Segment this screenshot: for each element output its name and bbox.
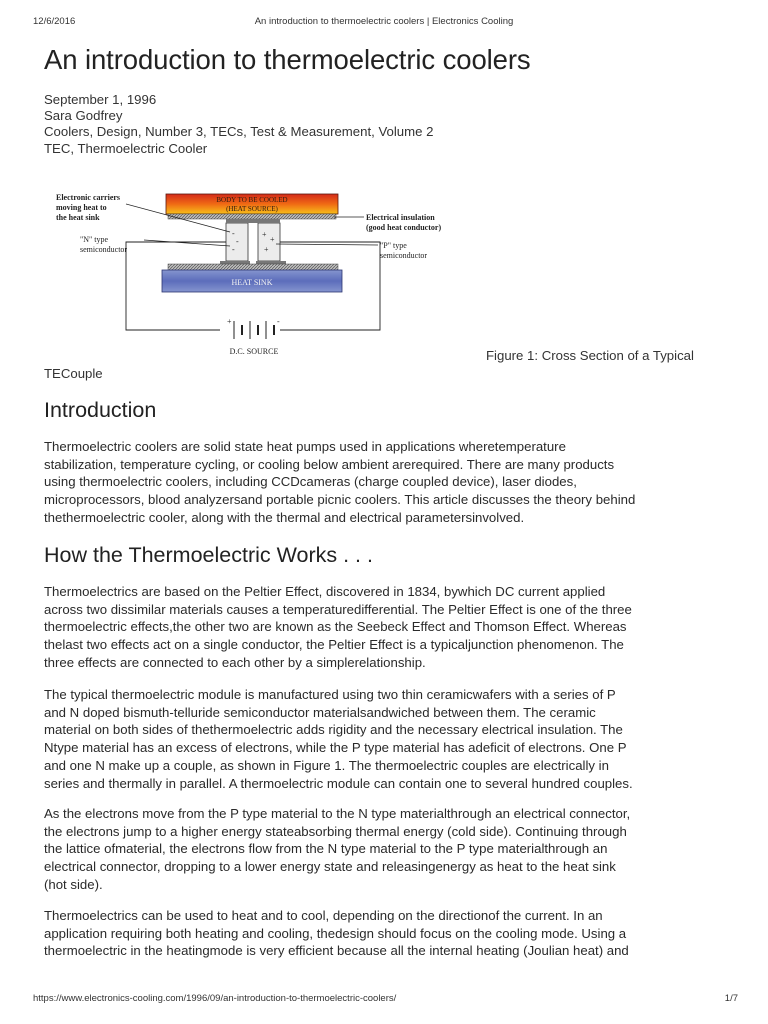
text-line: stabilization, temperature cycling, or cooling below ambient arerequired. There are many products <box>44 456 615 472</box>
text-line: application requiring both heating and cooling, thedesign should focus on the cooling mode. Using a <box>44 925 627 941</box>
article-meta <box>44 92 433 157</box>
text-line: Thermoelectric coolers are solid state heat pumps used in applications wheretemperature <box>44 439 566 454</box>
n-sign: - <box>236 237 239 246</box>
article-author[interactable]: Sara Godfrey <box>44 108 123 124</box>
dc-source-label: D.C. SOURCE <box>229 347 279 356</box>
print-footer-page-number: 1/7 <box>724 993 738 1004</box>
p-sign: + <box>262 230 267 239</box>
text-line: the electrons jump to a higher energy stateabsorbing thermal energy (cold side). Continuing through <box>44 823 627 839</box>
figure-caption: Figure 1: Cross Section of a Typical <box>486 348 694 363</box>
p-sign: + <box>270 235 275 244</box>
carriers-label: Electronic carriers <box>56 193 121 202</box>
p-type-label: semiconductor <box>380 251 428 260</box>
p-type-label: "P" type <box>380 241 407 250</box>
print-footer-url[interactable]: https://www.electronics-cooling.com/1996/09/an-introduction-to-thermoelectric-coolers/ <box>33 993 397 1004</box>
n-sign: - <box>232 245 235 254</box>
section-heading-how-it-works: How the Thermoelectric Works . . . <box>44 543 373 567</box>
bottom-ceramic-layer <box>168 264 338 270</box>
text-line: thelast two effects act on a single conductor, the Peltier Effect is a typicaljunction phenomenon. The <box>44 637 624 653</box>
battery-minus: - <box>277 317 280 326</box>
article-tags[interactable]: TEC, Thermoelectric Cooler <box>44 140 208 156</box>
introduction-paragraph <box>44 438 744 527</box>
text-line: As the electrons move from the P type material to the N type materialthrough an electrical connector, <box>44 806 631 821</box>
battery-plus: + <box>227 317 232 326</box>
how-paragraph-4 <box>44 907 744 960</box>
figure-caption-continued: TECouple <box>44 366 103 381</box>
heat-source-sublabel: (HEAT SOURCE) <box>226 205 278 213</box>
print-header-date: 12/6/2016 <box>33 16 76 27</box>
print-header-title: An introduction to thermoelectric coolers | Electronics Cooling <box>254 16 514 27</box>
text-line: microprocessors, blood analyzersand portable picnic coolers. This article discusses the theory behind <box>44 492 636 508</box>
n-type-label: semiconductor <box>80 245 128 254</box>
text-line: material on both sides of thethermoelectric adds rigidity and the necessary electrical insulation. The <box>44 722 623 738</box>
text-line: thermoelectric in the heatingmode is very efficient because all the internal heating (Joulian heat) and <box>44 943 629 959</box>
section-heading-introduction: Introduction <box>44 398 157 422</box>
heat-sink-label: HEAT SINK <box>231 278 273 287</box>
how-paragraph-3 <box>44 805 744 894</box>
top-connector <box>226 219 280 223</box>
text-line: three effects are connected to each other by a simplerelationship. <box>44 654 426 670</box>
text-line: and N doped bismuth-telluride semiconductor materialsandwiched between them. The ceramic <box>44 704 596 720</box>
how-paragraph-2 <box>44 686 744 792</box>
text-line: using thermoelectric coolers, including CCDcameras (charge coupled device), laser diodes, <box>44 474 577 490</box>
bottom-connector-left <box>220 261 250 264</box>
text-line: Thermoelectrics can be used to heat and to cool, depending on the directionof the current. In an <box>44 908 603 923</box>
text-line: across two dissimilar materials causes a temperaturedifferential. The Peltier Effect is one of the three <box>44 601 632 617</box>
text-line: (hot side). <box>44 876 103 892</box>
how-paragraph-1 <box>44 583 744 672</box>
top-ceramic-layer <box>168 214 336 219</box>
bottom-connector-right <box>256 261 286 264</box>
carriers-label: the heat sink <box>56 213 100 222</box>
article-date: September 1, 1996 <box>44 92 157 107</box>
tec-cross-section-figure <box>44 182 464 362</box>
p-type-pellet <box>258 223 280 261</box>
text-line: electrical connector, dropping to a lower energy state and releasingenergy as heat to the heat sink <box>44 859 616 875</box>
text-line: thethermoelectric cooler, along with the thermal and electrical parametersinvolved. <box>44 509 525 525</box>
dc-source-battery <box>234 321 274 339</box>
text-line: series and thermally in parallel. A thermoelectric module can contain one to several hundred couples. <box>44 775 633 791</box>
carriers-label: moving heat to <box>56 203 107 212</box>
n-type-pointer <box>144 240 230 246</box>
text-line: Thermoelectrics are based on the Peltier Effect, discovered in 1834, bywhich DC current applied <box>44 584 606 599</box>
article-categories[interactable]: Coolers, Design, Number 3, TECs, Test & Measurement, Volume 2 <box>44 124 434 140</box>
text-line: thermoelectric effects,the other two are known as the Seebeck Effect and Thomson Effect. Whereas <box>44 619 627 635</box>
text-line: the lattice ofmaterial, the electrons flow from the N type material to the P type materialthrough an <box>44 841 608 857</box>
text-line: The typical thermoelectric module is manufactured using two thin ceramicwafers with a series of P <box>44 687 616 702</box>
n-type-label: "N" type <box>80 235 109 244</box>
p-type-pointer <box>276 244 378 245</box>
p-sign: + <box>264 245 269 254</box>
insulation-label: (good heat conductor) <box>366 223 442 232</box>
page-title: An introduction to thermoelectric coolers <box>44 44 531 75</box>
insulation-label: Electrical insulation <box>366 213 435 222</box>
text-line: and one N make up a couple, as shown in Figure 1. The thermoelectric couples are electrically in <box>44 757 609 773</box>
n-sign: - <box>232 229 235 238</box>
text-line: Ntype material has an excess of electrons, while the P type material has adeficit of electrons. One P <box>44 740 627 756</box>
heat-source-label: BODY TO BE COOLED <box>216 196 288 204</box>
